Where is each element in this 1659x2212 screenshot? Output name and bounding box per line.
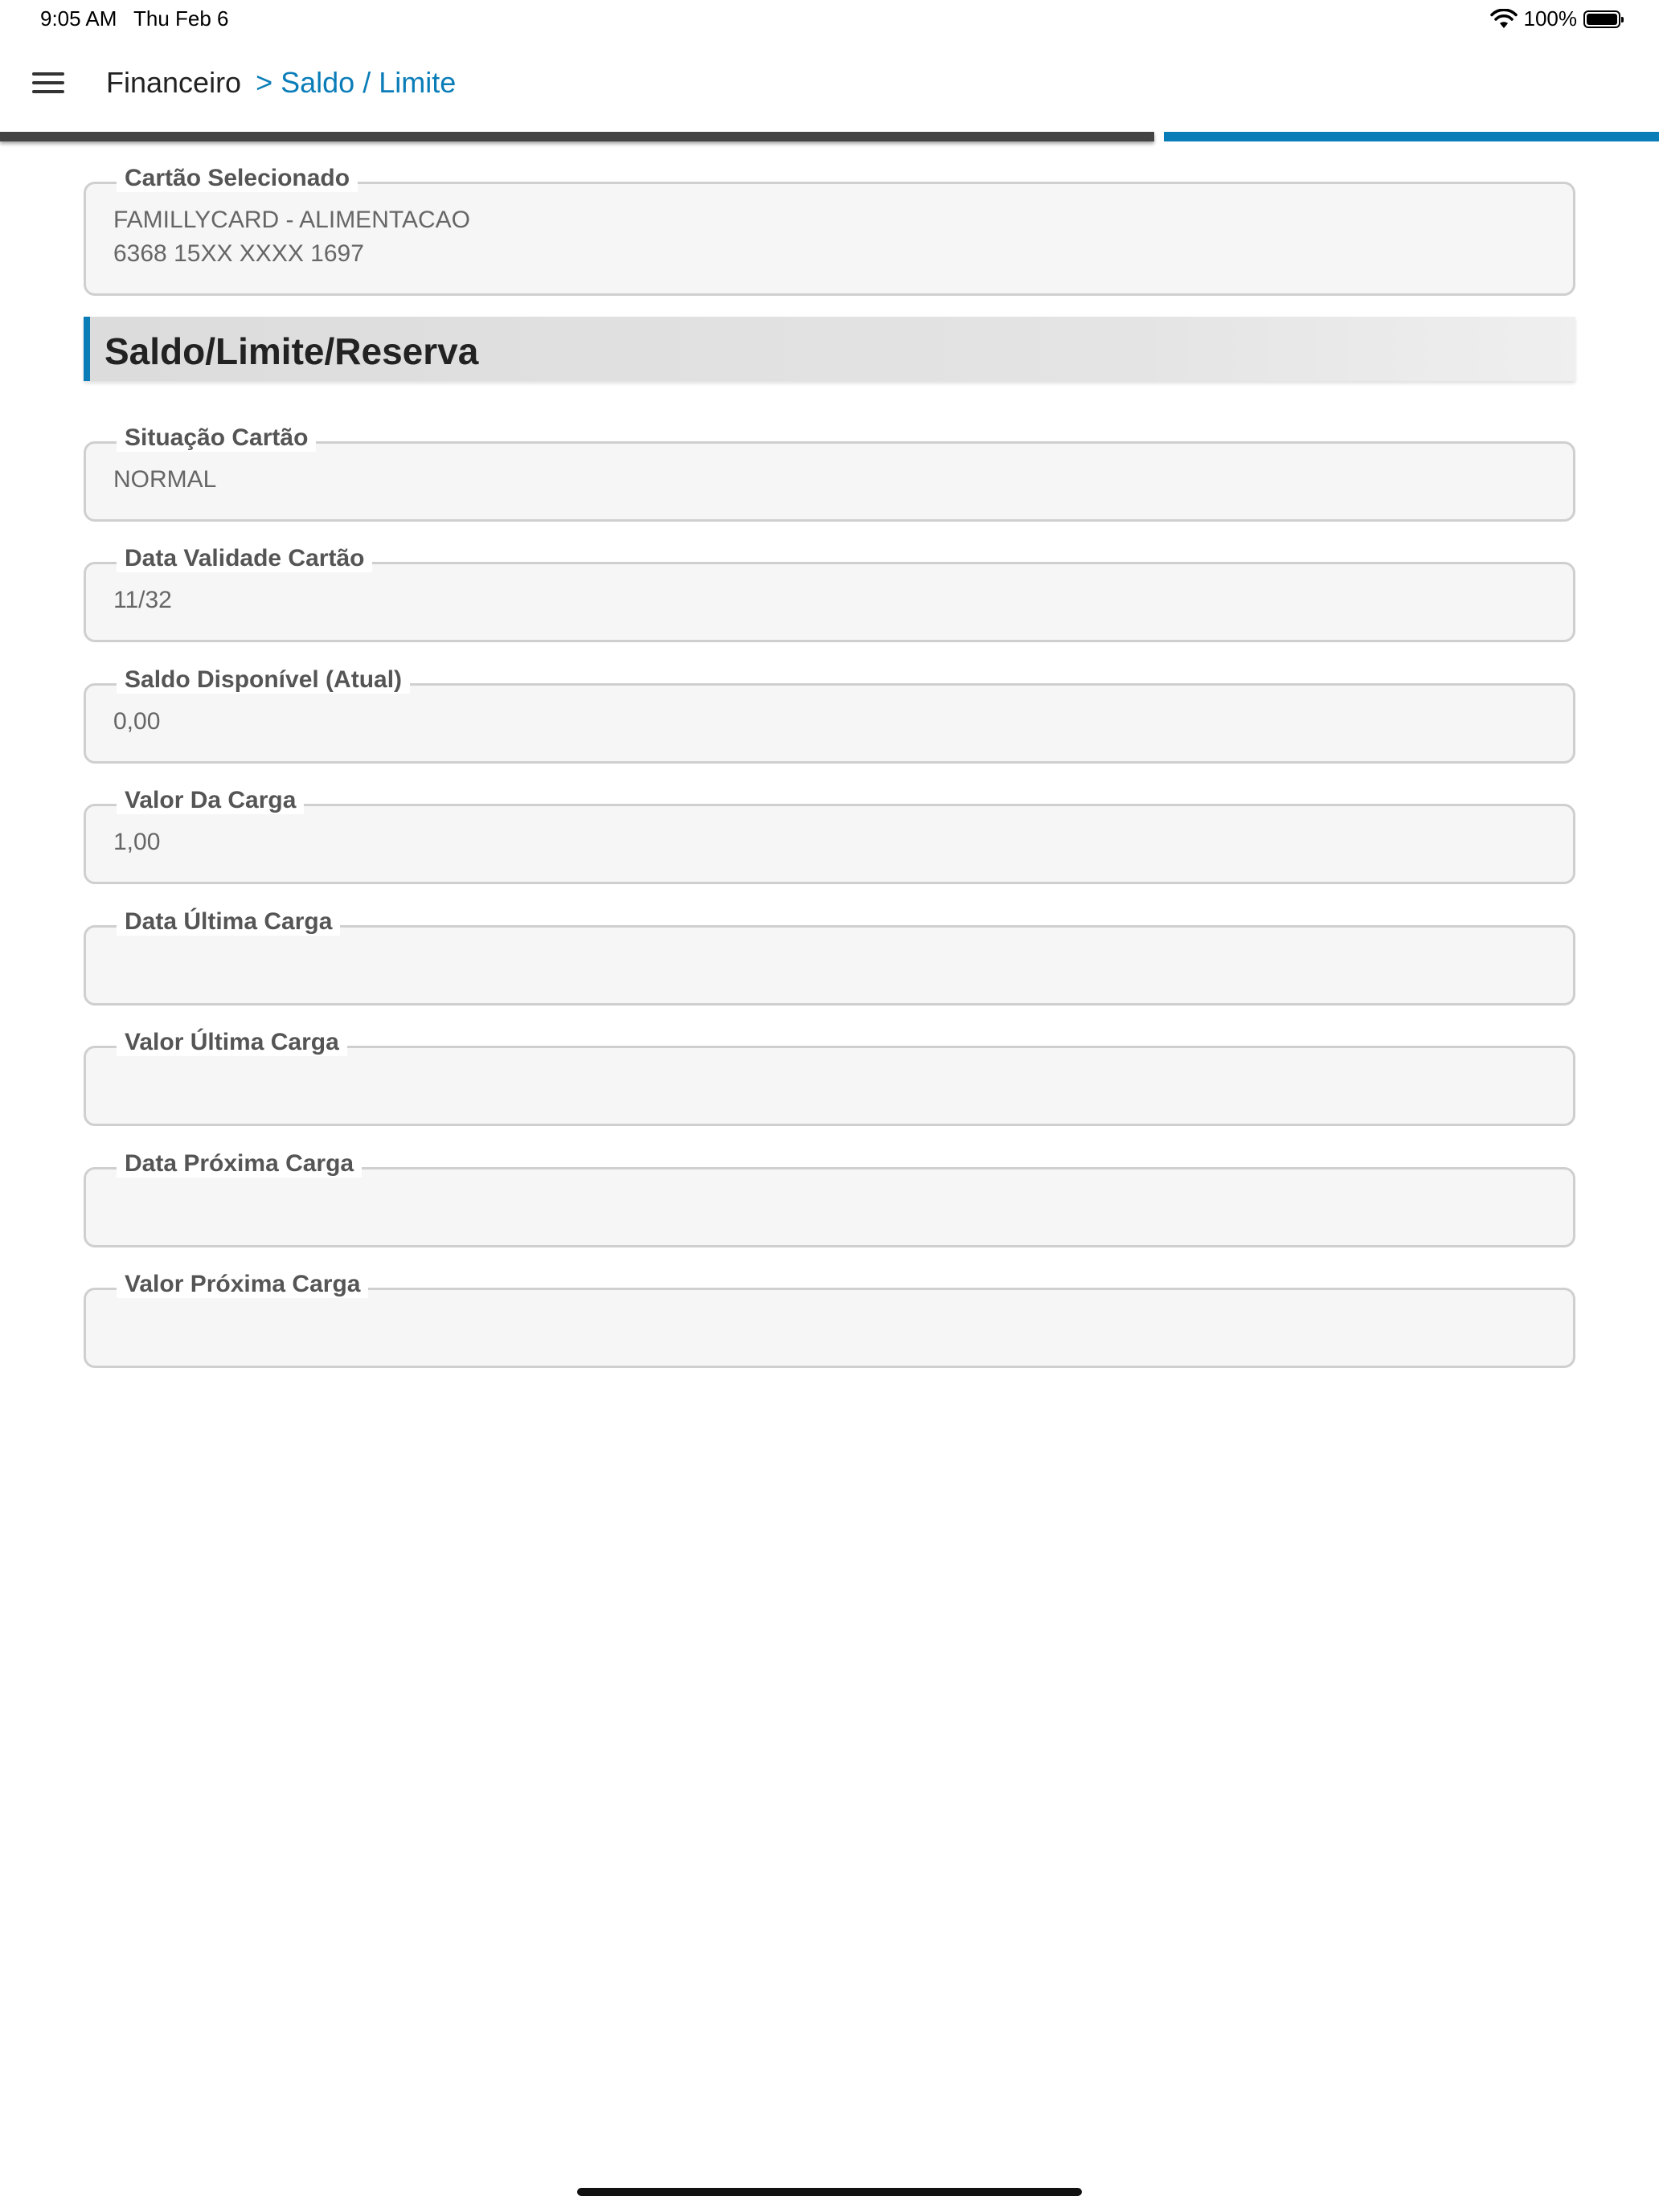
data-proxima-carga-field [84,1150,1575,1247]
home-indicator[interactable] [577,2188,1082,2196]
progress-strip-accent [1164,132,1659,141]
field-value: 1,00 [113,829,161,855]
status-indicators [1490,6,1621,31]
section-title: Saldo/Limite/Reserva [104,330,479,372]
battery-icon [1583,10,1620,28]
selected-card-name: FAMILLYCARD - ALIMENTACAO [113,207,470,233]
status-date: Thu Feb 6 [133,6,229,31]
status-bar [0,0,1659,39]
status-time: 9:05 AM [40,6,117,31]
field-label: Valor Última Carga [117,1029,347,1056]
selected-card-field[interactable] [84,165,1575,296]
breadcrumb-financeiro[interactable]: Financeiro [106,66,242,99]
progress-strip-dark [0,132,1154,141]
valor-ultima-carga-field [84,1029,1575,1126]
section-header [84,317,1575,381]
field-label: Data Próxima Carga [117,1150,362,1178]
field-label: Data Validade Cartão [117,545,372,572]
field-value: 11/32 [113,587,172,613]
field-label: Valor Próxima Carga [117,1271,368,1298]
selected-card-label: Cartão Selecionado [117,165,358,192]
battery-percentage: 100% [1523,6,1577,31]
hamburger-menu-icon[interactable] [32,72,64,96]
field-label: Valor Da Carga [117,787,304,814]
app-header [0,39,1659,132]
breadcrumb-saldo-limite: > Saldo / Limite [256,66,457,99]
field-label: Situação Cartão [117,424,316,452]
header-progress-strip [0,132,1659,141]
data-validade-field [84,545,1575,642]
wifi-icon [1490,9,1518,30]
field-label: Saldo Disponível (Atual) [117,666,410,694]
breadcrumb [106,66,456,100]
valor-proxima-carga-field [84,1271,1575,1368]
data-ultima-carga-field [84,908,1575,1006]
saldo-disponivel-field [84,666,1575,764]
situacao-cartao-field [84,424,1575,522]
field-label: Data Última Carga [117,908,340,936]
field-value: NORMAL [113,466,217,493]
valor-da-carga-field [84,787,1575,884]
selected-card-number: 6368 15XX XXXX 1697 [113,240,364,267]
field-value: 0,00 [113,708,161,735]
